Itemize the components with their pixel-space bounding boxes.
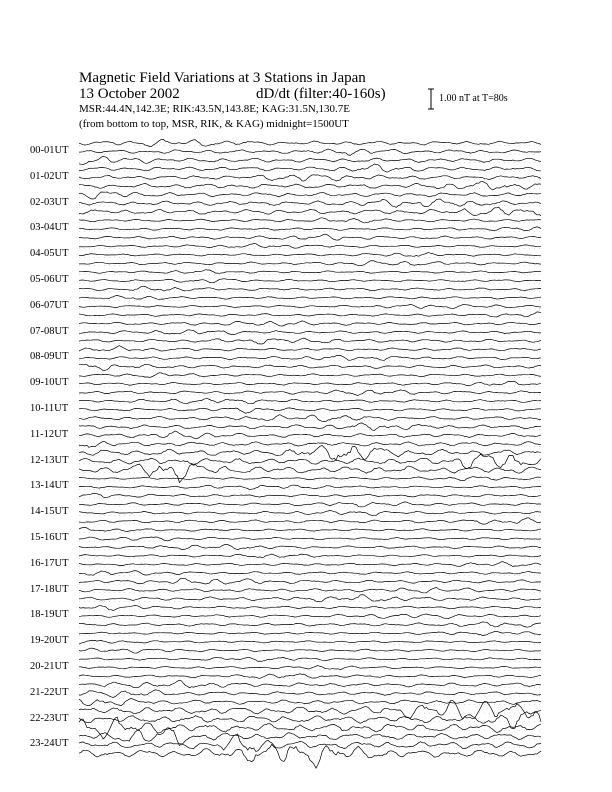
hour-label: 19-20UT	[30, 635, 69, 647]
hour-label: 14-15UT	[30, 506, 69, 518]
trace-rik-21	[79, 690, 541, 698]
trace-rik-1	[79, 175, 541, 181]
trace-msr-3	[79, 234, 541, 240]
hour-label: 06-07UT	[30, 299, 69, 311]
trace-msr-6	[79, 312, 541, 317]
trace-rik-0	[79, 149, 541, 155]
hour-label: 03-04UT	[30, 222, 69, 234]
chart-title: Magnetic Field Variations at 3 Stations in Japan	[79, 70, 366, 86]
trace-kag-5	[79, 270, 541, 274]
filter-label: dD/dt (filter:40-160s)	[256, 86, 386, 102]
hour-label: 17-18UT	[30, 583, 69, 595]
hour-label: 01-02UT	[30, 170, 69, 182]
trace-msr-4	[79, 261, 541, 266]
trace-rik-5	[79, 279, 541, 283]
hour-label: 23-24UT	[30, 738, 69, 750]
hour-label: 15-16UT	[30, 532, 69, 543]
hour-label: 20-21UT	[30, 661, 69, 672]
trace-rik-22	[79, 712, 541, 729]
trace-kag-4	[79, 244, 541, 249]
hour-label: 05-06UT	[30, 274, 69, 285]
trace-rik-16	[79, 562, 541, 567]
trace-msr-17	[79, 595, 541, 602]
trace-msr-20	[79, 674, 541, 679]
trace-kag-10	[79, 399, 541, 404]
trace-rik-13	[79, 485, 541, 490]
trace-kag-14	[79, 502, 541, 507]
trace-rik-11	[79, 431, 541, 439]
trace-kag-16	[79, 554, 541, 558]
hour-label: 16-17UT	[30, 557, 69, 569]
hour-label: 22-23UT	[30, 712, 69, 724]
trace-kag-13	[79, 477, 541, 481]
trace-msr-23	[79, 744, 541, 768]
hour-label: 08-09UT	[30, 351, 69, 363]
trace-kag-15	[79, 527, 541, 531]
trace-rik-20	[79, 666, 541, 670]
trace-msr-8	[79, 364, 541, 370]
trace-msr-16	[79, 571, 541, 576]
trace-kag-7	[79, 321, 541, 326]
trace-rik-7	[79, 330, 541, 335]
trace-rik-2	[79, 199, 541, 207]
hour-label: 00-01UT	[30, 145, 69, 156]
trace-msr-13	[79, 493, 541, 497]
hour-label: 21-22UT	[30, 686, 69, 698]
scale-label: 1.00 nT at T=80s	[439, 93, 508, 104]
trace-kag-22	[79, 701, 541, 720]
station-order-note: (from bottom to top, MSR, RIK, & KAG) midnight=1500UT	[79, 118, 349, 130]
hour-label: 09-10UT	[30, 377, 69, 389]
trace-kag-21	[79, 680, 541, 688]
trace-kag-2	[79, 192, 541, 199]
trace-kag-6	[79, 295, 541, 299]
trace-rik-14	[79, 510, 541, 515]
hour-label: 18-19UT	[30, 609, 69, 621]
trace-msr-9	[79, 390, 541, 396]
trace-msr-0	[79, 156, 541, 164]
trace-rik-9	[79, 381, 541, 385]
trace-msr-5	[79, 287, 541, 291]
trace-rik-17	[79, 588, 541, 593]
trace-rik-15	[79, 537, 541, 541]
trace-kag-12	[79, 445, 541, 460]
hour-label: 07-08UT	[30, 325, 69, 337]
hour-label: 11-12UT	[30, 428, 69, 440]
trace-msr-19	[79, 648, 541, 653]
trace-msr-18	[79, 622, 541, 627]
hour-label: 12-13UT	[30, 454, 69, 466]
trace-kag-20	[79, 657, 541, 661]
trace-msr-15	[79, 544, 541, 549]
trace-kag-3	[79, 218, 541, 223]
trace-kag-1	[79, 164, 541, 172]
trace-kag-17	[79, 578, 541, 584]
trace-rik-3	[79, 227, 541, 231]
trace-rik-19	[79, 640, 541, 644]
trace-rik-12	[79, 454, 541, 469]
trace-rik-10	[79, 408, 541, 413]
trace-rik-18	[79, 614, 541, 619]
trace-kag-8	[79, 346, 541, 352]
hour-label: 10-11UT	[30, 403, 69, 414]
trace-rik-8	[79, 355, 541, 360]
hour-label: 04-05UT	[30, 248, 69, 260]
hour-label: 02-03UT	[30, 196, 69, 208]
trace-rik-4	[79, 253, 541, 257]
trace-kag-19	[79, 631, 541, 635]
hour-label: 13-14UT	[30, 480, 69, 492]
trace-rik-6	[79, 304, 541, 309]
trace-kag-9	[79, 373, 541, 378]
trace-msr-14	[79, 518, 541, 524]
trace-msr-7	[79, 338, 541, 344]
station-coordinates: MSR:44.4N,142.3E; RIK:43.5N,143.8E; KAG:31.5N,130.7E	[79, 103, 351, 115]
trace-msr-1	[79, 182, 541, 191]
chart-date: 13 October 2002	[79, 86, 180, 102]
